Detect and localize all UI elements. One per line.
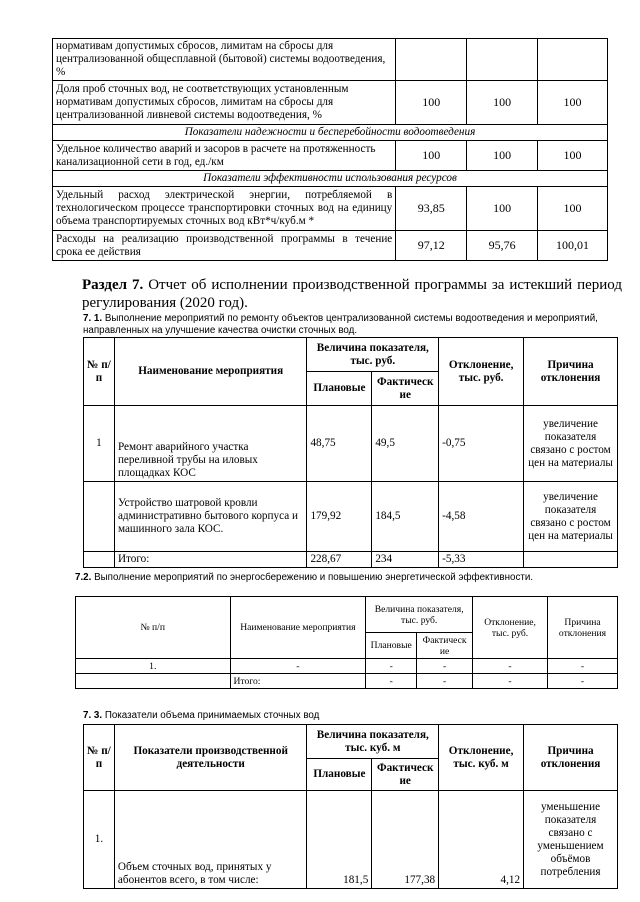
header-num: № п/п <box>84 338 115 406</box>
indicator-value: 100 <box>538 141 608 171</box>
header-name: Показатели производственной деятельности <box>114 725 307 791</box>
header-actual: Фактические <box>417 633 473 659</box>
section-7-label: Раздел 7. <box>82 277 144 293</box>
header-deviation: Отклонение, тыс. руб. <box>473 597 548 659</box>
deviation-reason: увеличение показателя связано с ростом цен на материалы <box>524 482 618 552</box>
planned-value: 48,75 <box>307 406 372 482</box>
indicator-value: 97,12 <box>396 231 467 261</box>
indicator-text: Удельное количество аварий и засоров в расчете на протяженность канализационной сети в год, ед./км <box>53 141 396 171</box>
table-row <box>53 81 608 125</box>
efficiency-heading: Показатели эффективности использования ресурсов <box>53 171 608 187</box>
indicator-value: 100,01 <box>538 231 608 261</box>
total-actual: 234 <box>372 552 439 568</box>
activity-name: Ремонт аварийного участка переливной трубы на иловых площадках КОС <box>114 406 307 482</box>
indicator-value: 100 <box>396 141 467 171</box>
table-row: 1. Объем сточных вод, принятых у абонентов всего, в том числе: 181,5 177,38 4,12 уменьшение показателя связано с уменьшением объёмов потребления <box>84 791 618 889</box>
header-deviation: Отклонение, тыс. куб. м <box>439 725 524 791</box>
indicator-value: 100 <box>467 141 538 171</box>
header-actual: Фактические <box>372 372 439 406</box>
activity-name: Устройство шатровой кровли административно бытового корпуса и машинного зала КОС. <box>114 482 307 552</box>
table-row <box>84 482 618 552</box>
activity-name: Объем сточных вод, принятых у абонентов всего, в том числе: <box>114 791 307 889</box>
energy-saving-table <box>75 596 618 689</box>
deviation-reason: уменьшение показателя связано с уменьшением объёмов потребления <box>524 791 618 889</box>
actual-value: 177,38 <box>372 791 439 889</box>
section-7-text: Отчет об исполнении производственной программы за истекший период регулирования (2020 год). <box>82 277 623 311</box>
table-row <box>53 141 608 171</box>
header-name: Наименование мероприятия <box>230 597 366 659</box>
table-row <box>53 187 608 231</box>
total-deviation: -5,33 <box>439 552 524 568</box>
indicator-text: Расходы на реализацию производственной программы в течение срока ее действия <box>53 231 396 261</box>
table-row: 1. - - - - - <box>76 659 618 674</box>
header-reason: Причина отклонения <box>548 597 618 659</box>
header-num: № п/п <box>76 597 231 659</box>
indicator-value: 93,85 <box>396 187 467 231</box>
indicator-text: Удельный расход электрической энергии, потребляемой в технологическом процессе транспортировки сточных вод на единицу объема транспортируемых сточных вод кВт*ч/куб.м * <box>53 187 396 231</box>
header-reason: Причина отклонения <box>524 338 618 406</box>
actual-value: 49,5 <box>372 406 439 482</box>
header-name: Наименование мероприятия <box>114 338 307 406</box>
header-value: Величина показателя, тыс. руб. <box>366 597 473 633</box>
table-row: 1 Ремонт аварийного участка переливной трубы на иловых площадках КОС 48,75 49,5 -0,75 увеличение показателя связано с ростом цен на материалы <box>84 406 618 482</box>
indicator-value: 100 <box>467 187 538 231</box>
caption-7-1: 7. 1. Выполнение мероприятий по ремонту объектов централизованной системы водоотведения и мероприятий, направленных на улучшение качества очистки сточных вод. <box>83 313 598 336</box>
header-reason: Причина отклонения <box>524 725 618 791</box>
deviation-reason: увеличение показателя связано с ростом цен на материалы <box>524 406 618 482</box>
table-row <box>53 231 608 261</box>
caption-7-3: 7. 3. Показатели объема принимаемых сточных вод <box>83 710 320 721</box>
indicators-table <box>52 38 608 261</box>
wastewater-volume-table <box>83 724 618 889</box>
indicator-value: 95,76 <box>467 231 538 261</box>
deviation-value: -0,75 <box>439 406 524 482</box>
indicator-value: 100 <box>396 81 467 125</box>
table-row <box>53 39 608 81</box>
indicator-text: Доля проб сточных вод, не соответствующих установленным нормативам допустимых сбросов, лимитам на сбросы для централизованной ливневой системы водоотведения, % <box>53 81 396 125</box>
indicator-value: 100 <box>538 81 608 125</box>
reliability-heading: Показатели надежности и бесперебойности водоотведения <box>53 125 608 141</box>
section-7-title <box>82 276 622 312</box>
total-row <box>84 552 618 568</box>
header-actual: Фактические <box>372 759 439 791</box>
total-planned: 228,67 <box>307 552 372 568</box>
section-heading-row <box>53 171 608 187</box>
header-num: № п/п <box>84 725 115 791</box>
section-heading-row <box>53 125 608 141</box>
header-planned: Плановые <box>366 633 417 659</box>
header-planned: Плановые <box>307 372 372 406</box>
indicator-text: нормативам допустимых сбросов, лимитам на сбросы для централизованной общесплавной (бытовой) системы водоотведения, % <box>53 39 396 81</box>
caption-7-2: 7.2. Выполнение мероприятий по энергосбережению и повышению энергетической эффективности. <box>75 572 534 583</box>
total-row: Итого: - - - - <box>76 674 618 689</box>
deviation-value: 4,12 <box>439 791 524 889</box>
total-label: Итого: <box>230 674 366 689</box>
repair-activities-table <box>83 337 618 568</box>
planned-value: 179,92 <box>307 482 372 552</box>
indicator-value: 100 <box>538 187 608 231</box>
deviation-value: -4,58 <box>439 482 524 552</box>
header-value: Величина показателя, тыс. руб. <box>307 338 439 372</box>
header-deviation: Отклонение, тыс. руб. <box>439 338 524 406</box>
header-value: Величина показателя, тыс. куб. м <box>307 725 439 759</box>
indicator-value: 100 <box>467 81 538 125</box>
planned-value: 181,5 <box>307 791 372 889</box>
actual-value: 184,5 <box>372 482 439 552</box>
header-planned: Плановые <box>307 759 372 791</box>
total-label: Итого: <box>114 552 307 568</box>
